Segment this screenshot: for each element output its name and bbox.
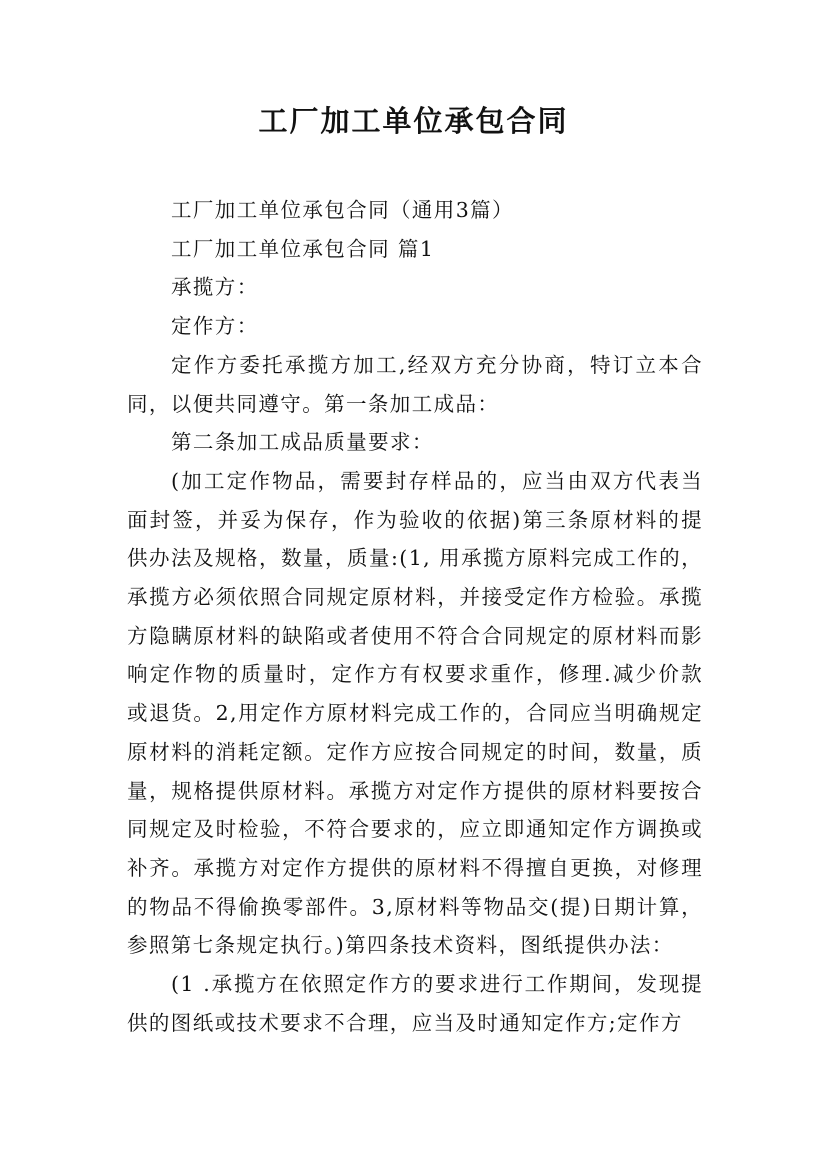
paragraph-article-4: (1 .承揽方在依照定作方的要求进行工作期间，发现提供的图纸或技术要求不合理，应当及时通知定作方;定作方: [127, 972, 703, 1035]
paragraph-article-2: 第二条加工成品质量要求：: [171, 430, 434, 455]
paragraph-preamble: 定作方委托承揽方加工,经双方充分协商，特订立本合同，以便共同遵守。第一条加工成品：: [127, 352, 703, 416]
document-body: [127, 191, 703, 1042]
paragraph-contractor: 承揽方：: [171, 275, 259, 300]
paragraph-subtitle: 工厂加工单位承包合同（通用3篇）: [171, 198, 514, 222]
paragraph-article-3: (加工定作物品，需要封存样品的，应当由双方代表当面封签，并妥为保存，作为验收的依据)第三条原材料的提供办法及规格，数量，质量:(1, 用承揽方原料完成工作的，承揽方必须依照合同规定原材料，并接受定作方检验。承揽方隐瞒原材料的缺陷或者使用不符合合同规定的原材料而影响定作物的质量时，定作方有权要求重作，修理.减少价款或退货。2,用定作方原材料完成工作的，合同应当明确规定原材料的消耗定额。定作方应按合同规定的时间，数量，质量，规格提供原材料。承揽方对定作方提供的原材料要按合同规定及时检验，不符合要求的，应立即通知定作方调换或补齐。承揽方对定作方提供的原材料不得擅自更换，对修理的物品不得偷换零部件。3,原材料等物品交(提)日期计算，参照第七条规定执行。)第四条技术资料，图纸提供办法：: [127, 468, 703, 958]
document-title: 工厂加工单位承包合同: [258, 104, 569, 138]
paragraph-section-heading: 工厂加工单位承包合同 篇1: [171, 236, 435, 261]
paragraph-client: 定作方：: [171, 314, 259, 339]
